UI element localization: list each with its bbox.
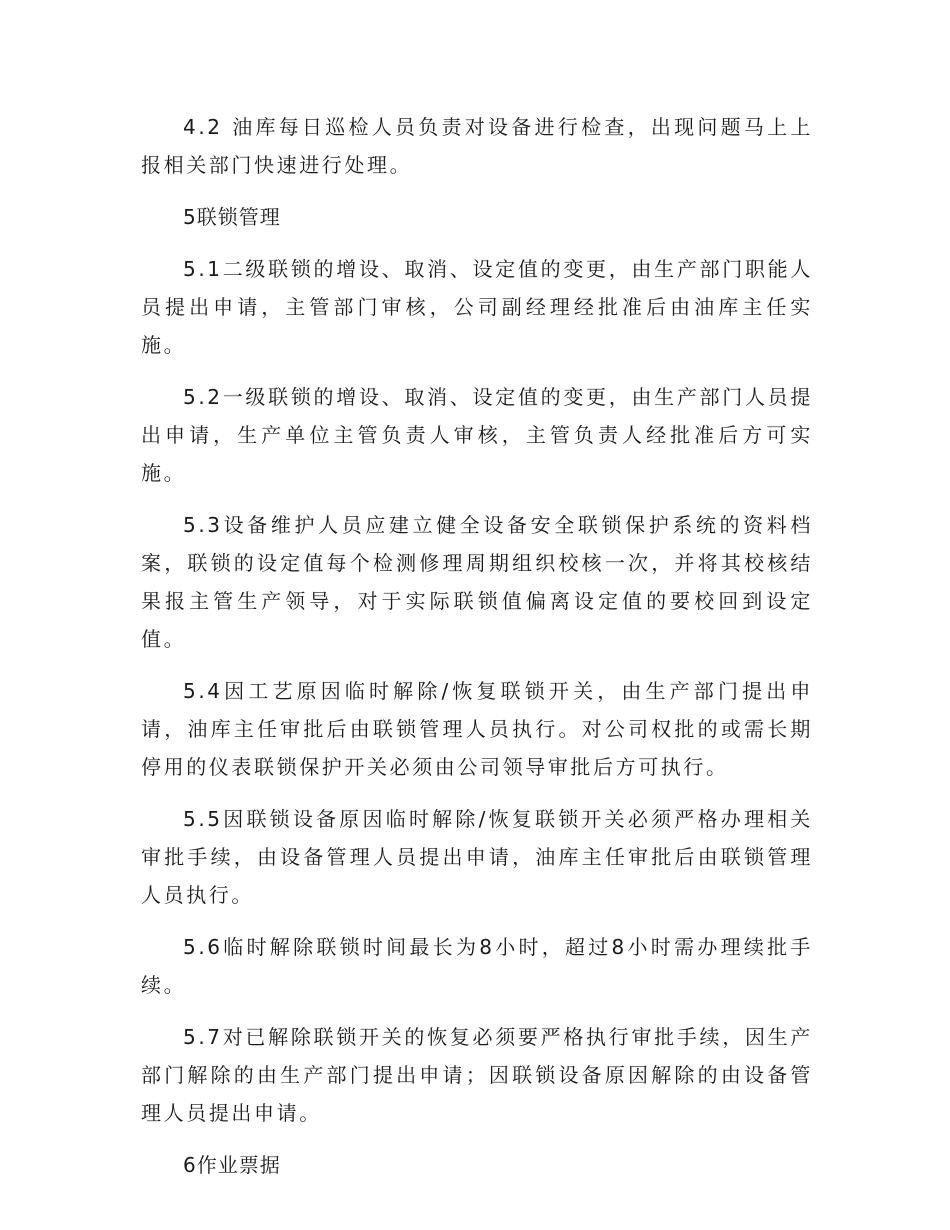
paragraph-5-6: 5.6临时解除联锁时间最长为8小时，超过8小时需办理续批手续。 <box>141 935 813 997</box>
paragraph-5-5: 5.5因联锁设备原因临时解除/恢复联锁开关必须严格办理相关审批手续，由设备管理人员提出申请，油库主任审批后由联锁管理人员执行。 <box>141 807 813 907</box>
document-body <box>141 108 813 1184</box>
paragraph-5-2: 5.2一级联锁的增设、取消、设定值的变更，由生产部门人员提出申请，生产单位主管负责人审核，主管负责人经批准后方可实施。 <box>141 385 813 485</box>
section-heading-6: 6作业票据 <box>183 1153 281 1177</box>
paragraph-5-1: 5.1二级联锁的增设、取消、设定值的变更，由生产部门职能人员提出申请，主管部门审核，公司副经理经批准后由油库主任实施。 <box>141 257 813 357</box>
section-heading-5: 5联锁管理 <box>183 205 281 229</box>
paragraph-5-3: 5.3设备维护人员应建立健全设备安全联锁保护系统的资料档案，联锁的设定值每个检测修理周期组织校核一次，并将其校核结果报主管生产领导，对于实际联锁值偏离设定值的要校回到设定值。 <box>141 513 813 651</box>
paragraph-5-4: 5.4因工艺原因临时解除/恢复联锁开关，由生产部门提出申请，油库主任审批后由联锁管理人员执行。对公司权批的或需长期停用的仪表联锁保护开关必须由公司领导审批后方可执行。 <box>141 679 813 779</box>
paragraph-5-7: 5.7对已解除联锁开关的恢复必须要严格执行审批手续，因生产部门解除的由生产部门提出申请；因联锁设备原因解除的由设备管理人员提出申请。 <box>141 1025 813 1125</box>
paragraph-4-2: 4.2 油库每日巡检人员负责对设备进行检查，出现问题马上上报相关部门快速进行处理。 <box>141 115 813 177</box>
